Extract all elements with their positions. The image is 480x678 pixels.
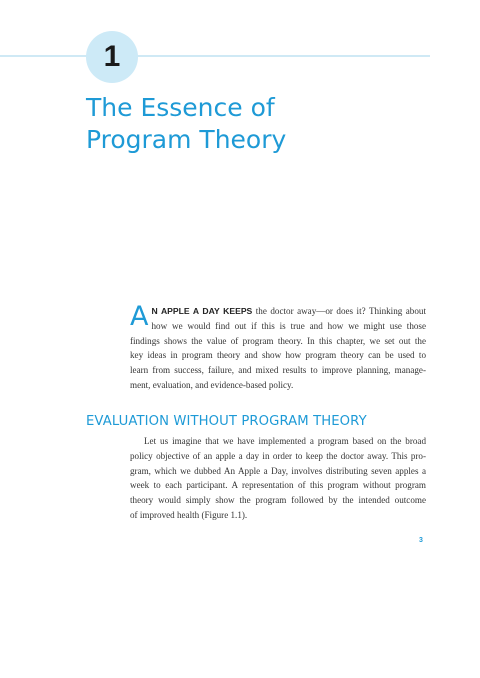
chapter-title-line-1: The Essence of: [86, 93, 275, 122]
opening-line-3: findings shows the value of program theory. In this chapter, we set out the: [130, 335, 426, 346]
chapter-title: [86, 92, 406, 156]
chapter-number: 1: [103, 40, 121, 73]
opening-line-1: [130, 304, 426, 319]
opening-line-1-text: the doctor away—or does it? Thinking about: [252, 306, 426, 316]
section-line-6: of improved health (Figure 1.1).: [130, 509, 248, 520]
section-heading: EVALUATION WITHOUT PROGRAM THEORY: [86, 414, 367, 429]
chapter-header-rule: [0, 55, 430, 57]
chapter-number-badge: [86, 31, 138, 83]
section-line-2: policy objective of an apple a day in order to keep the doctor away. This pro-: [130, 450, 426, 461]
opening-paragraph: [130, 301, 426, 393]
section-line-5: theory would simply show the program followed by the intended outcome: [130, 495, 426, 506]
section-line-4: week to each participant. A representation of this program without program: [130, 480, 426, 491]
section-line-1: Let us imagine that we have implemented a program based on the broad: [144, 436, 426, 446]
chapter-title-line-2: Program Theory: [86, 125, 287, 154]
opening-line-4: key ideas in program theory and show how program theory can be used to: [130, 350, 426, 361]
page-number: 3: [419, 537, 423, 544]
opening-line-6: ment, evaluation, and evidence-based policy.: [130, 379, 294, 390]
section-line-3: gram, which we dubbed An Apple a Day, involves distributing seven apples a: [130, 465, 426, 476]
opening-line-5: learn from success, failure, and mixed results to improve planning, manage-: [130, 365, 426, 376]
drop-cap: A: [130, 301, 149, 332]
run-in-heading: N APPLE A DAY KEEPS: [151, 306, 253, 316]
opening-line-2: how we would find out if this is true and how we might use those: [151, 320, 426, 331]
section-paragraph: [130, 434, 426, 523]
